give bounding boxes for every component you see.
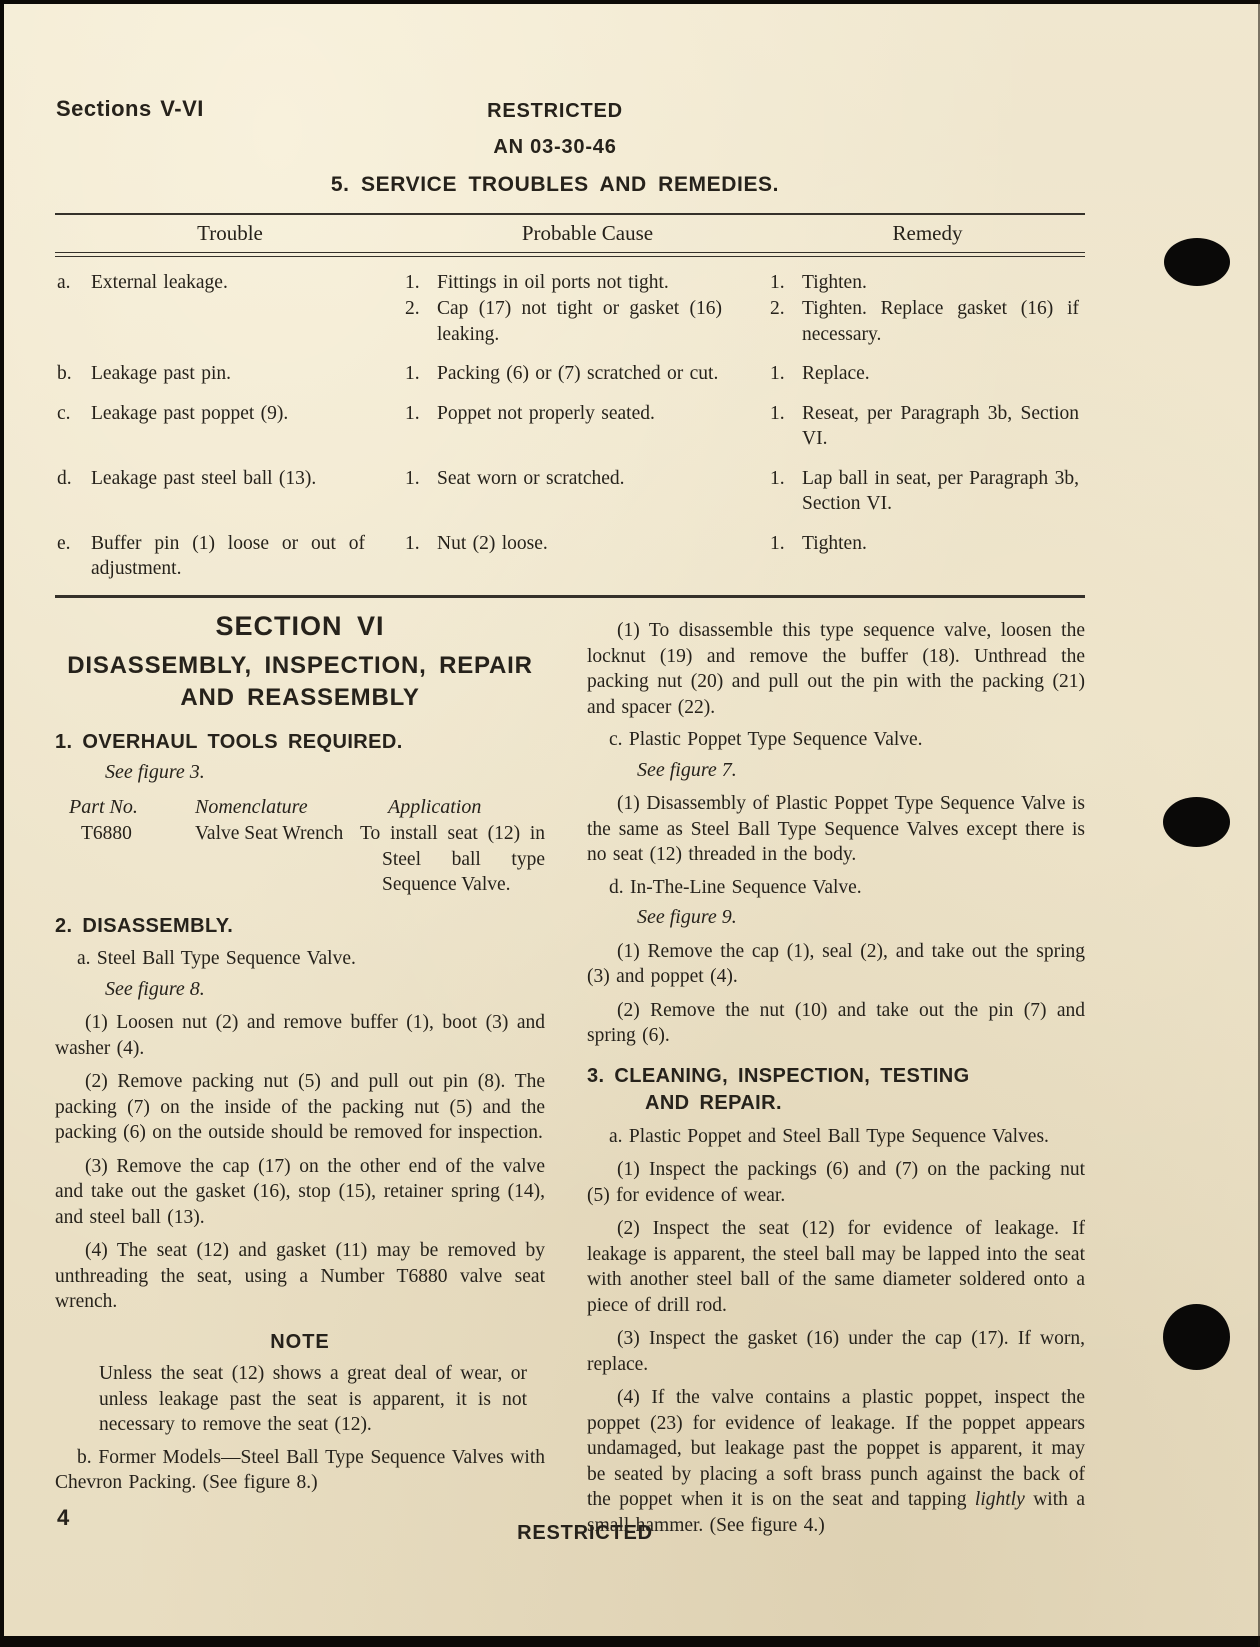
trouble-text: Leakage past steel ball (13).	[91, 467, 317, 489]
right-column	[587, 604, 1085, 1538]
left-column	[55, 604, 545, 1538]
punch-hole-mark	[1163, 1304, 1230, 1370]
section-subtitle-line2: AND REASSEMBLY	[180, 683, 420, 711]
paragraph: (1) To disassemble this type sequence valve, loosen the locknut (19) and remove the buffer (18). Unthread the packing nut (20) and pull out the pin with the packing (21) and spacer (22).	[587, 620, 1085, 718]
item-number: 1.	[405, 467, 420, 489]
remedy-text: Tighten.	[802, 271, 867, 293]
row-label: a.	[57, 271, 71, 293]
cause-cell	[405, 270, 770, 349]
paragraph: (4) The seat (12) and gasket (11) may be removed by unthreading the seat, using a Number T6880 valve seat wrench.	[55, 1240, 545, 1312]
row-label: b.	[57, 363, 72, 384]
item-number: 1.	[770, 467, 785, 489]
cause-item	[405, 466, 722, 492]
cleaning-heading-line2: AND REPAIR.	[645, 1091, 782, 1114]
trouble-cell	[55, 270, 405, 349]
cause-text: Packing (6) or (7) scratched or cut.	[437, 363, 719, 384]
row-label: d.	[57, 467, 72, 489]
item-number: 1.	[770, 363, 785, 384]
item-number: 2.	[770, 298, 785, 319]
cleaning-heading	[587, 1063, 1085, 1117]
table-row	[55, 361, 1085, 388]
cause-text: Seat worn or scratched.	[437, 467, 625, 489]
cause-text: Nut (2) loose.	[437, 532, 548, 554]
column-header-remedy: Remedy	[892, 221, 963, 245]
tools-table-header	[55, 795, 545, 821]
remedy-cell	[770, 401, 1085, 453]
disassembly-heading: 2. DISASSEMBLY.	[55, 914, 234, 937]
item-number: 1.	[405, 271, 420, 293]
remedy-text: Lap ball in seat, per Paragraph 3b, Section VI.	[802, 467, 1079, 514]
column-header-trouble: Trouble	[197, 221, 263, 245]
cause-item	[405, 296, 722, 347]
row-label: e.	[57, 532, 71, 554]
trouble-cell	[55, 401, 405, 453]
footer-classification: RESTRICTED	[517, 1522, 653, 1544]
tools-header-application: Application	[388, 795, 482, 818]
tools-table-row	[55, 821, 545, 898]
trouble-text: Leakage past pin.	[91, 363, 231, 384]
item-number: 1.	[770, 402, 785, 424]
cause-cell	[405, 531, 770, 582]
scan-edge-left	[0, 0, 4, 1647]
trouble-cell	[55, 531, 405, 582]
note-text: Unless the seat (12) shows a great deal of wear, or unless leakage past the seat is apparent, it is not necessary to remove the seat (12).	[99, 1363, 527, 1435]
item-a-steel-ball: a. Steel Ball Type Sequence Valve.	[77, 948, 356, 969]
table-header-row	[55, 215, 1085, 252]
see-figure-8: See figure 8.	[105, 977, 205, 1000]
item-number: 1.	[770, 532, 785, 554]
remedy-cell	[770, 531, 1085, 582]
table-row	[55, 270, 1085, 349]
cause-cell	[405, 361, 770, 388]
remedy-item	[770, 401, 1079, 452]
punch-hole-mark	[1164, 238, 1230, 286]
table-row	[55, 531, 1085, 582]
tool-application: To install seat (12) in Steel ball type Sequence Valve.	[360, 823, 545, 895]
item-number: 1.	[770, 271, 785, 293]
paragraph: (2) Inspect the seat (12) for evidence of leakage. If leakage is apparent, the steel ball may be lapped into the seat with another steel ball of the same diameter soldered onto a piece of drill rod.	[587, 1218, 1085, 1316]
cleaning-heading-line1: 3. CLEANING, INSPECTION, TESTING	[587, 1064, 970, 1087]
table-row	[55, 401, 1085, 453]
cause-cell	[405, 466, 770, 518]
see-figure-9: See figure 9.	[637, 906, 737, 928]
paragraph: (3) Inspect the gasket (16) under the cap (17). If worn, replace.	[587, 1328, 1085, 1375]
paragraph: (1) Loosen nut (2) and remove buffer (1), boot (3) and washer (4).	[55, 1012, 545, 1059]
remedy-text: Tighten.	[802, 532, 867, 554]
cause-text: Fittings in oil ports not tight.	[437, 271, 669, 293]
page-number: 4	[57, 1505, 70, 1530]
doc-number: AN 03-30-46	[493, 136, 617, 158]
see-figure-7: See figure 7.	[637, 758, 737, 781]
trouble-text: Leakage past poppet (9).	[91, 402, 289, 424]
remedy-cell	[770, 270, 1085, 349]
see-figure-3: See figure 3.	[105, 761, 205, 783]
tools-header-nomenclature: Nomenclature	[195, 795, 308, 818]
trouble-text: External leakage.	[91, 271, 228, 293]
item-c-plastic-poppet: c. Plastic Poppet Type Sequence Valve.	[609, 729, 923, 750]
cause-item	[405, 361, 722, 387]
table-title: 5. SERVICE TROUBLES AND REMEDIES.	[330, 173, 780, 196]
remedy-text: Replace.	[802, 363, 870, 384]
paragraph: (1) Remove the cap (1), seal (2), and take out the spring (3) and poppet (4).	[587, 940, 1085, 987]
item-d-in-the-line: d. In-The-Line Sequence Valve.	[609, 876, 862, 898]
paragraph-text: with a small hammer. (See figure 4.)	[587, 1489, 1086, 1536]
remedy-item	[770, 361, 1079, 387]
item-number: 1.	[405, 532, 420, 554]
row-label: c.	[57, 402, 71, 424]
tools-table	[55, 795, 545, 898]
emphasized-word: lightly	[974, 1489, 1025, 1510]
remedy-item	[770, 531, 1079, 557]
overhaul-tools-heading: 1. OVERHAUL TOOLS REQUIRED.	[55, 730, 403, 753]
header-divider-rule	[55, 252, 1085, 257]
paragraph-text: (4) If the valve contains a plastic poppet, inspect the poppet (23) for evidence of leakage. If the poppet appears undamaged, but leakage past the poppet is apparent, it may be seated by placing a soft brass punch against the back of the poppet when it is on the seat and tapping	[587, 1387, 1085, 1510]
paragraph: (2) Remove the nut (10) and take out the pin (7) and spring (6).	[587, 999, 1085, 1046]
remedy-item	[770, 466, 1079, 517]
classification-banner: RESTRICTED	[487, 100, 623, 122]
punch-hole-mark	[1163, 797, 1230, 847]
section-title: SECTION VI	[215, 611, 385, 641]
item-number: 2.	[405, 298, 420, 319]
remedy-item	[770, 296, 1079, 347]
item-number: 1.	[405, 402, 420, 424]
trouble-text: Buffer pin (1) loose or out of adjustment.	[91, 532, 365, 579]
scan-edge-bottom	[0, 1636, 1260, 1647]
table-row	[55, 466, 1085, 518]
service-troubles-table	[55, 213, 1085, 598]
tool-part-no: T6880	[81, 823, 132, 844]
cause-item	[405, 531, 722, 557]
note-heading: NOTE	[270, 1330, 330, 1353]
item-b-former-models: b. Former Models—Steel Ball Type Sequence Valves with Chevron Packing. (See figure 8.)	[55, 1446, 545, 1493]
paragraph: (1) Inspect the packings (6) and (7) on the packing nut (5) for evidence of wear.	[587, 1159, 1085, 1206]
scan-edge-top	[0, 0, 1260, 4]
item-a-valves: a. Plastic Poppet and Steel Ball Type Sequence Valves.	[609, 1125, 1049, 1147]
sections-label: Sections V-VI	[56, 96, 204, 121]
remedy-cell	[770, 361, 1085, 388]
trouble-cell	[55, 361, 405, 388]
remedy-text: Reseat, per Paragraph 3b, Section VI.	[802, 402, 1079, 449]
remedy-text: Tighten. Replace gasket (16) if necessary.	[802, 298, 1079, 345]
cause-item	[405, 401, 722, 427]
cause-text: Cap (17) not tight or gasket (16) leaking.	[437, 298, 722, 345]
paragraph	[587, 1385, 1085, 1538]
paragraph: (2) Remove packing nut (5) and pull out pin (8). The packing (7) on the inside of the packing nut (5) and the packing (6) on the outside should be removed for inspection.	[55, 1071, 545, 1143]
remedy-cell	[770, 466, 1085, 518]
item-number: 1.	[405, 363, 420, 384]
section-subtitle-line1: DISASSEMBLY, INSPECTION, REPAIR	[67, 651, 533, 679]
paragraph: (3) Remove the cap (17) on the other end of the valve and take out the gasket (16), stop (15), retainer spring (14), and steel ball (13).	[55, 1155, 545, 1228]
cause-cell	[405, 401, 770, 453]
column-header-cause: Probable Cause	[521, 221, 654, 245]
trouble-cell	[55, 466, 405, 518]
remedy-item	[770, 270, 1079, 296]
paragraph: (1) Disassembly of Plastic Poppet Type Sequence Valve is the same as Steel Ball Type Sequence Valves except there is no seat (12) threaded in the body.	[587, 793, 1085, 865]
tools-header-part-no: Part No.	[69, 795, 138, 818]
cause-item	[405, 270, 722, 296]
cause-text: Poppet not properly seated.	[437, 402, 655, 424]
two-column-body	[55, 604, 1085, 1538]
tool-nomenclature: Valve Seat Wrench	[195, 823, 344, 844]
